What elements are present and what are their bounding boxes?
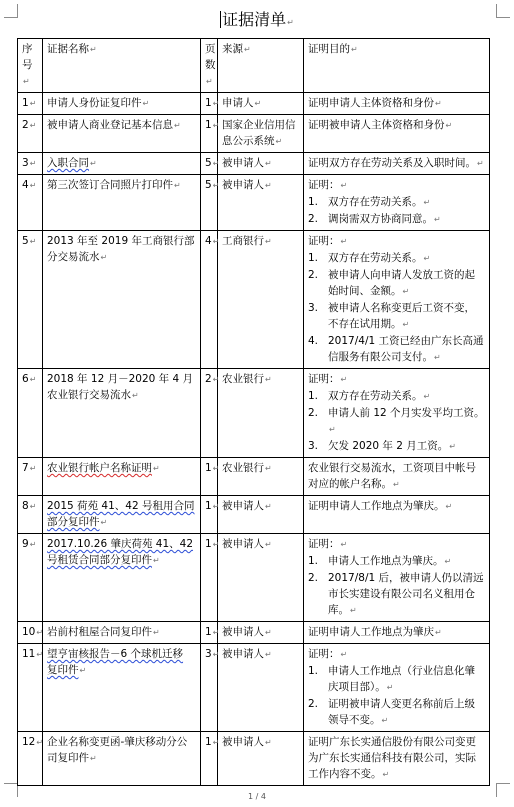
paragraph-mark-icon: ↵ xyxy=(212,540,220,549)
paragraph-mark-icon: ↵ xyxy=(329,425,336,434)
paragraph-mark-icon: ↵ xyxy=(265,628,272,637)
paragraph-mark-icon: ↵ xyxy=(423,392,431,401)
list-item: 2. 2017/8/1 后，被申请人仍以清远市长实建设有限公司名义租用仓库。↵ xyxy=(308,572,484,616)
list-item: 3. 被申请人名称变更后工资不变，不存在试用期。↵ xyxy=(308,302,475,330)
cell-no[interactable]: 8↵ xyxy=(18,496,43,534)
paragraph-mark-icon: ↵ xyxy=(142,99,150,108)
cell-pages[interactable]: 1↵ xyxy=(201,622,218,644)
paragraph-mark-icon: ↵ xyxy=(265,464,272,473)
cell-no[interactable]: 2↵ xyxy=(18,115,43,153)
paragraph-mark-icon: ↵ xyxy=(174,181,181,190)
table-row xyxy=(18,153,490,175)
header-name: 证据名称↵ xyxy=(43,39,201,93)
cell-purpose[interactable]: 证明：↵ 1. 双方存在劳动关系。↵ 2. 调岗需双方协商同意。↵ xyxy=(304,175,490,231)
table-row xyxy=(18,496,490,534)
cell-purpose[interactable]: 证明：↵ 1. 申请人工作地点为肇庆。↵ 2. 2017/8/1 后，被申请人仍以清远市长实建设有限公司名义租用仓库。↵ xyxy=(304,534,490,622)
paragraph-mark-icon: ↵ xyxy=(434,353,441,362)
paragraph-mark-icon: ↵ xyxy=(132,391,139,400)
paragraph-mark-icon: ↵ xyxy=(90,159,97,168)
paragraph-mark-icon: ↵ xyxy=(265,159,272,168)
cell-purpose[interactable]: 证明申请人主体资格和身份↵ xyxy=(304,93,490,115)
header-purpose: 证明目的↵ xyxy=(304,39,490,93)
list-item: 1. 双方存在劳动关系。↵ xyxy=(308,196,431,208)
list-item: 2. 调岗需双方协商同意。↵ xyxy=(308,213,441,225)
cell-purpose[interactable]: 证明：↵ 1. 双方存在劳动关系。↵ 2. 申请人前 12 个月实发平均工资。↵ 3. 欠发 2020 年 2 月工资。↵ xyxy=(304,369,490,458)
paragraph-mark-icon: ↵ xyxy=(212,121,220,130)
list-item: 1. 双方存在劳动关系。↵ xyxy=(308,390,431,402)
paragraph-mark-icon: ↵ xyxy=(212,650,220,659)
cell-no[interactable]: 12↵ xyxy=(18,732,43,786)
cell-purpose[interactable]: 证明：↵ 1. 双方存在劳动关系。↵ 2. 被申请人向申请人发放工资的起始时间、金额。↵ 3. 被申请人名称变更后工资不变，不存在试用期。↵ 4. 2017/4/1 工资已经由广东长高通信服务有限公司支付。↵ xyxy=(304,231,490,369)
paragraph-mark-icon: ↵ xyxy=(423,254,431,263)
purpose-list xyxy=(308,663,485,729)
cell-source[interactable]: 农业银行↵ xyxy=(218,369,304,458)
paragraph-mark-icon: ↵ xyxy=(212,502,220,511)
cell-no[interactable]: 5↵ xyxy=(18,231,43,369)
header-pages: 页数↵ xyxy=(201,39,218,93)
cell-purpose[interactable]: 证明被申请人主体资格和身份↵ xyxy=(304,115,490,153)
purpose-list xyxy=(308,388,485,455)
cell-name[interactable]: 2018 年 12 月－2020 年 4 月农业银行交易流水↵ xyxy=(43,369,201,458)
cell-source[interactable]: 被申请人↵ xyxy=(218,622,304,644)
cell-source[interactable]: 被申请人↵ xyxy=(218,175,304,231)
table-row xyxy=(18,622,490,644)
paragraph-mark-icon: ↵ xyxy=(29,237,37,246)
paragraph-mark-icon: ↵ xyxy=(265,375,272,384)
paragraph-mark-icon: ↵ xyxy=(212,159,220,168)
paragraph-mark-icon: ↵ xyxy=(265,540,272,549)
paragraph-mark-icon: ↵ xyxy=(79,666,87,675)
paragraph-mark-icon: ↵ xyxy=(212,628,220,637)
table-header-row xyxy=(18,39,490,93)
paragraph-mark-icon: ↵ xyxy=(212,464,220,473)
paragraph-mark-icon: ↵ xyxy=(36,650,44,659)
paragraph-mark-icon: ↵ xyxy=(212,181,220,190)
cell-name[interactable]: 被申请人商业登记基本信息↵ xyxy=(43,115,201,153)
paragraph-mark-icon: ↵ xyxy=(29,464,37,473)
table-row xyxy=(18,458,490,496)
paragraph-mark-icon: ↵ xyxy=(386,683,394,692)
paragraph-mark-icon: ↵ xyxy=(29,502,37,511)
cell-source[interactable]: 被申请人↵ xyxy=(218,732,304,786)
cell-pages[interactable]: 2↵ xyxy=(201,369,218,458)
table-row xyxy=(18,175,490,231)
paragraph-mark-icon: ↵ xyxy=(265,650,272,659)
list-item: 1. 申请人工作地点（行业信息化肇庆项目部）。↵ xyxy=(308,665,475,693)
paragraph-mark-icon: ↵ xyxy=(153,628,160,637)
cell-pages[interactable]: 1↵ xyxy=(201,534,218,622)
paragraph-mark-icon: ↵ xyxy=(212,237,220,246)
paragraph-mark-icon: ↵ xyxy=(340,650,348,659)
header-no: 序号↵ xyxy=(18,39,43,93)
paragraph-mark-icon: ↵ xyxy=(382,770,390,779)
purpose-list xyxy=(308,553,485,619)
cell-purpose[interactable]: 证明申请人工作地点为肇庆↵ xyxy=(304,622,490,644)
cell-pages[interactable]: 1↵ xyxy=(201,458,218,496)
cell-no[interactable]: 3↵ xyxy=(18,153,43,175)
table-row xyxy=(18,231,490,369)
paragraph-mark-icon: ↵ xyxy=(275,137,283,146)
cell-no[interactable]: 10↵ xyxy=(18,622,43,644)
paragraph-mark-icon: ↵ xyxy=(265,237,272,246)
cell-name[interactable]: 望亨宙核报告－6 个球机迁移 复印件↵ xyxy=(43,644,201,732)
cell-pages[interactable]: 5↵ xyxy=(201,153,218,175)
paragraph-mark-icon: ↵ xyxy=(434,215,441,224)
table-row xyxy=(18,732,490,786)
cell-name[interactable]: 农业银行帐户名称证明↵ xyxy=(43,458,201,496)
cell-purpose[interactable]: 证明双方存在劳动关系及入职时间。↵ xyxy=(304,153,490,175)
cell-no[interactable]: 4↵ xyxy=(18,175,43,231)
cell-purpose[interactable]: 证明申请人工作地点为肇庆。↵ xyxy=(304,496,490,534)
cell-source[interactable]: 国家企业信用信息公示系统↵ xyxy=(218,115,304,153)
paragraph-mark-icon: ↵ xyxy=(435,628,442,637)
list-item: 2. 证明被申请人变更名称前后上级领导不变。↵ xyxy=(308,698,475,726)
paragraph-mark-icon: ↵ xyxy=(435,99,442,108)
paragraph-mark-icon: ↵ xyxy=(212,375,220,384)
cell-no[interactable]: 1↵ xyxy=(18,93,43,115)
paragraph-mark-icon: ↵ xyxy=(402,287,410,296)
paragraph-mark-icon: ↵ xyxy=(444,557,452,566)
paragraph-mark-icon: ↵ xyxy=(29,375,37,384)
paragraph-mark-icon: ↵ xyxy=(29,181,37,190)
paragraph-mark-icon: ↵ xyxy=(29,99,37,108)
cell-source[interactable]: 申请人↵ xyxy=(218,93,304,115)
page-indicator: 1 / 4 xyxy=(248,792,266,801)
list-item: 2. 被申请人向申请人发放工资的起始时间、金额。↵ xyxy=(308,269,475,297)
paragraph-mark-icon: ↵ xyxy=(29,540,37,549)
table-row xyxy=(18,644,490,732)
list-item: 3. 欠发 2020 年 2 月工资。↵ xyxy=(308,440,456,452)
cell-no[interactable]: 9↵ xyxy=(18,534,43,622)
cell-source[interactable]: 被申请人↵ xyxy=(218,534,304,622)
cell-pages[interactable]: 3↵ xyxy=(201,644,218,732)
paragraph-mark-icon: ↵ xyxy=(254,99,262,108)
cell-purpose[interactable]: 农业银行交易流水，工资项目中帐号对应的帐户名称。↵ xyxy=(304,458,490,496)
list-item: 4. 2017/4/1 工资已经由广东长高通信服务有限公司支付。↵ xyxy=(308,335,484,363)
list-item: 2. 申请人前 12 个月实发平均工资。↵ xyxy=(308,407,485,434)
cell-source[interactable]: 被申请人↵ xyxy=(218,644,304,732)
paragraph-mark-icon: ↵ xyxy=(36,738,44,747)
paragraph-mark-icon: ↵ xyxy=(174,121,181,130)
paragraph-mark-icon: ↵ xyxy=(477,159,484,168)
paragraph-mark-icon: ↵ xyxy=(340,375,348,384)
paragraph-mark-icon: ↵ xyxy=(212,738,220,747)
cell-pages[interactable]: 5↵ xyxy=(201,175,218,231)
document-title-line[interactable] xyxy=(0,9,514,34)
cell-pages[interactable]: 1↵ xyxy=(201,115,218,153)
paragraph-mark-icon: ↵ xyxy=(90,754,97,763)
cell-name[interactable]: 第三次签订合同照片打印件↵ xyxy=(43,175,201,231)
paragraph-mark-icon: ↵ xyxy=(449,442,456,451)
paragraph-mark-icon: ↵ xyxy=(340,540,348,549)
list-item: 1. 申请人工作地点为肇庆。↵ xyxy=(308,555,452,567)
paragraph-mark-icon: ↵ xyxy=(287,18,294,27)
cell-name[interactable]: 企业名称变更函-肇庆移动分公司复印件↵ xyxy=(43,732,201,786)
cell-no[interactable]: 7↵ xyxy=(18,458,43,496)
cell-source[interactable]: 工商银行↵ xyxy=(218,231,304,369)
cell-name[interactable]: 入职合同↵ xyxy=(43,153,201,175)
cell-pages[interactable]: 1↵ xyxy=(201,496,218,534)
cell-no[interactable]: 11↵ xyxy=(18,644,43,732)
table-row xyxy=(18,115,490,153)
paragraph-mark-icon: ↵ xyxy=(265,181,272,190)
paragraph-mark-icon: ↵ xyxy=(423,198,431,207)
cell-pages[interactable]: 4↵ xyxy=(201,231,218,369)
text-cursor xyxy=(220,11,221,28)
header-source: 来源↵ xyxy=(218,39,304,93)
purpose-list xyxy=(308,194,485,228)
paragraph-mark-icon: ↵ xyxy=(265,502,272,511)
cell-name[interactable]: 2015 荷苑 41、42 号租用合同部分复印件↵ xyxy=(43,496,201,534)
paragraph-mark-icon: ↵ xyxy=(350,606,357,615)
cell-pages[interactable]: 1↵ xyxy=(201,93,218,115)
paragraph-mark-icon: ↵ xyxy=(381,716,389,725)
evidence-table xyxy=(17,38,490,786)
paragraph-mark-icon: ↵ xyxy=(445,502,453,511)
paragraph-mark-icon: ↵ xyxy=(100,518,108,527)
paragraph-mark-icon: ↵ xyxy=(36,628,44,637)
paragraph-mark-icon: ↵ xyxy=(100,253,108,262)
paragraph-mark-icon: ↵ xyxy=(29,159,37,168)
paragraph-mark-icon: ↵ xyxy=(340,237,348,246)
cell-source[interactable]: 农业银行↵ xyxy=(218,458,304,496)
table-row xyxy=(18,369,490,458)
paragraph-mark-icon: ↵ xyxy=(212,99,220,108)
cell-purpose[interactable]: 证明广东长实通信股份有限公司变更为广东长实通信科技有限公司，实际工作内容不变。↵ xyxy=(304,732,490,786)
table-row xyxy=(18,534,490,622)
paragraph-mark-icon: ↵ xyxy=(340,181,348,190)
cell-no[interactable]: 6↵ xyxy=(18,369,43,458)
table-row xyxy=(18,93,490,115)
paragraph-mark-icon: ↵ xyxy=(265,738,272,747)
cell-name[interactable]: 2013 年至 2019 年工商银行部分交易流水↵ xyxy=(43,231,201,369)
cell-name[interactable]: 申请人身份证复印件↵ xyxy=(43,93,201,115)
cell-source[interactable]: 被申请人↵ xyxy=(218,153,304,175)
list-item: 1. 双方存在劳动关系。↵ xyxy=(308,252,431,264)
purpose-list xyxy=(308,250,485,366)
cell-name[interactable]: 岩前村租屋合同复印件↵ xyxy=(43,622,201,644)
cell-pages[interactable]: 1↵ xyxy=(201,732,218,786)
document-title: 证据清单 xyxy=(222,10,287,29)
paragraph-mark-icon: ↵ xyxy=(29,121,37,130)
paragraph-mark-icon: ↵ xyxy=(402,320,410,329)
paragraph-mark-icon: ↵ xyxy=(445,121,453,130)
cell-source[interactable]: 被申请人↵ xyxy=(218,496,304,534)
cell-name[interactable]: 2017.10.26 肇庆荷苑 41、42 号租赁合同部分复印件↵ xyxy=(43,534,201,622)
paragraph-mark-icon: ↵ xyxy=(393,480,400,489)
paragraph-mark-icon: ↵ xyxy=(153,556,160,565)
paragraph-mark-icon: ↵ xyxy=(153,464,160,473)
cell-purpose[interactable]: 证明：↵ 1. 申请人工作地点（行业信息化肇庆项目部）。↵ 2. 证明被申请人变更名称前后上级领导不变。↵ xyxy=(304,644,490,732)
